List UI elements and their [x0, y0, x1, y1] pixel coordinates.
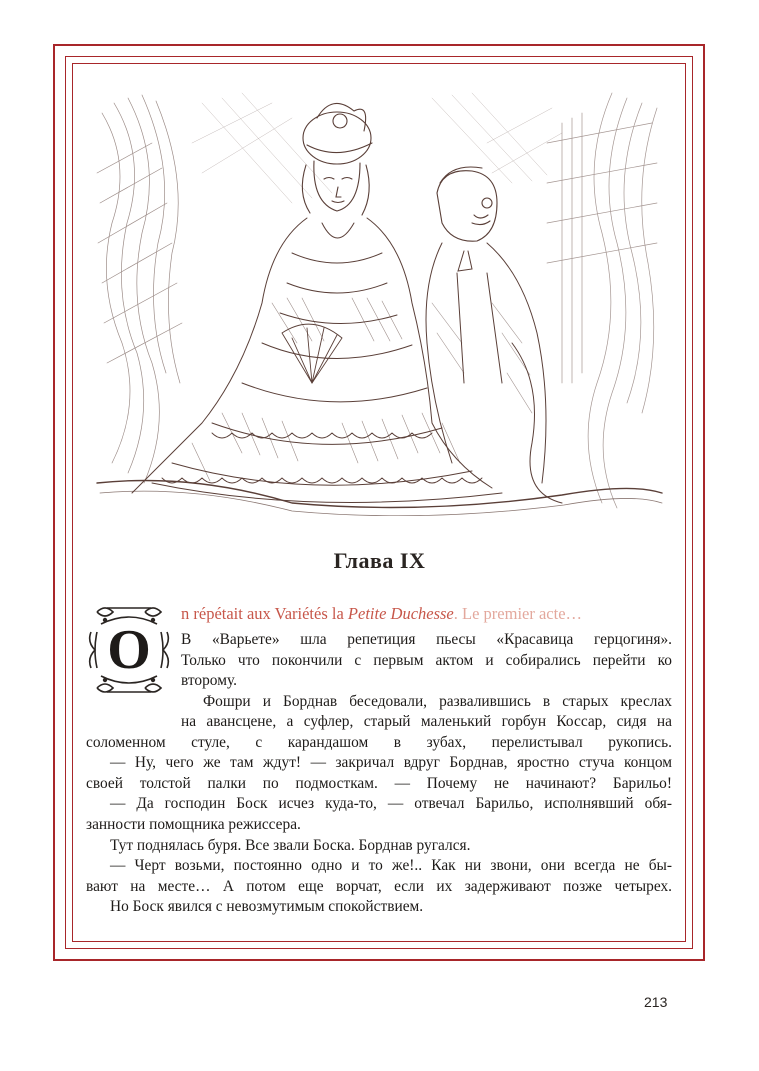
body-line: Фошри и Борднав беседовали, развалившись в старых креслах — [203, 692, 672, 710]
body-line: Но Боск явился с невозмутимым спокойствием. — [110, 898, 424, 916]
french-intro-tail: . Le premier acte… — [453, 604, 583, 623]
chapter-title: Глава IX — [333, 548, 426, 573]
body-line: Только что покончили с первым актом и собирались перейти ко — [181, 651, 672, 669]
body-line: на авансцене, а суфлер, старый маленький горбун Коссар, сидя на — [181, 713, 672, 730]
body-line: вают на месте… А потом еще ворчат, если их задерживают позже четырех. — [86, 877, 672, 895]
decorative-drop-cap — [87, 602, 171, 698]
body-line: занности помощника режиссера. — [86, 815, 301, 833]
body-text — [86, 712, 672, 918]
body-line: Тут поднялась буря. Все звали Боска. Борднав ругался. — [110, 836, 471, 854]
body-line: своей толстой палки по подмосткам. — Почему не начинают? Барильо! — [86, 774, 672, 792]
body-line: — Черт возьми, постоянно одно и то же!.. Как ни звони, они всегда не бы- — [110, 857, 672, 875]
chapter-illustration — [92, 83, 668, 516]
body-line: соломенном стуле, с карандашом в зубах, перелистывал рукопись. — [86, 733, 672, 751]
body-line: В «Варьете» шла репетиция пьесы «Красавица герцогиня». — [181, 631, 672, 648]
body-line: второму. — [181, 672, 237, 690]
body-line: — Ну, чего же там ждут! — закричал вдруг Борднав, яростно стуча концом — [110, 754, 672, 772]
body-line: — Да господин Боск исчез куда-то, — отвечал Барильо, исполнявший обя- — [110, 795, 672, 813]
french-intro-main: n répétait aux Variétés la — [181, 604, 348, 623]
page-number: 213 — [644, 994, 668, 1010]
body-text-wrapped — [181, 630, 672, 712]
french-intro-italic: Petite Duchesse — [347, 604, 454, 623]
drop-cap-letter: O — [107, 619, 151, 681]
french-intro-line — [181, 604, 582, 624]
